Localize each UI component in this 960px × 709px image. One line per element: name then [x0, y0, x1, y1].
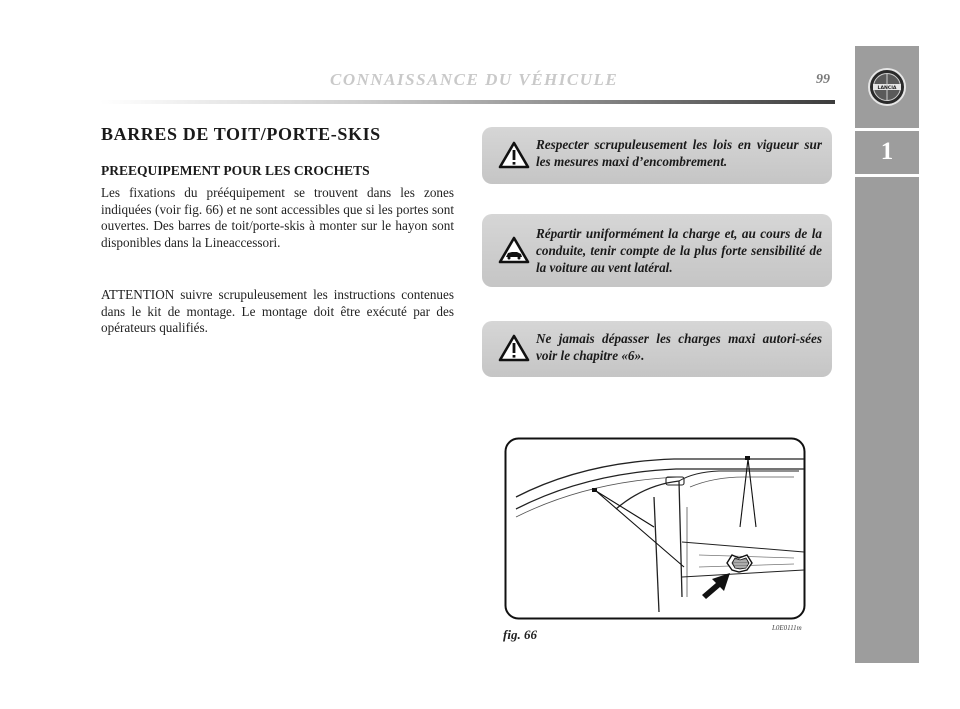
warning-text: Ne jamais dépasser les charges maxi autori-sées voir le chapitre «6». [536, 331, 822, 363]
figure-reference-code: L0E0111m [772, 624, 802, 632]
body-paragraph: ATTENTION suivre scrupuleusement les instructions contenues dans le kit de montage. Le montage doit être exécuté par des opérateurs qualifiés. [101, 287, 454, 335]
chapter-side-tab [855, 46, 919, 663]
subsection-title: PREEQUIPEMENT POUR LES CROCHETS [101, 163, 370, 178]
roof-rack-mount-illustration [504, 437, 806, 620]
warning-triangle-icon [498, 334, 530, 362]
body-paragraph: Les fixations du prééquipement se trouvent dans les zones indiquées (voir fig. 66) et ne sont accessibles que si les portes sont ouvertes. Des barres de toit/porte-skis à monter sur le hayon sont disponibles dans la Lineaccessori. [101, 185, 454, 250]
warning-text: Répartir uniformément la charge et, au cours de la conduite, tenir compte de la plus forte sensibilité de la voiture au vent latéral. [536, 226, 822, 275]
page-number: 99 [816, 72, 830, 87]
brand-logo-area [855, 46, 919, 128]
warning-box [482, 321, 832, 377]
warning-text: Respecter scrupuleusement les lois en vigueur sur les mesures maxi d’encombrement. [536, 137, 822, 169]
tab-separator [855, 128, 919, 131]
warning-triangle-icon [498, 141, 530, 169]
tab-separator [855, 174, 919, 177]
section-title: BARRES DE TOIT/PORTE-SKIS [101, 124, 381, 144]
running-header-title: CONNAISSANCE DU VÉHICULE [330, 70, 619, 89]
chapter-number: 1 [880, 138, 894, 165]
header-divider [100, 100, 835, 104]
logo-text: LANCIA [877, 86, 897, 91]
lancia-logo-icon [867, 67, 907, 107]
figure-caption: fig. 66 [503, 627, 537, 642]
warning-box [482, 214, 832, 287]
car-warning-triangle-icon [498, 236, 530, 264]
warning-box [482, 127, 832, 184]
